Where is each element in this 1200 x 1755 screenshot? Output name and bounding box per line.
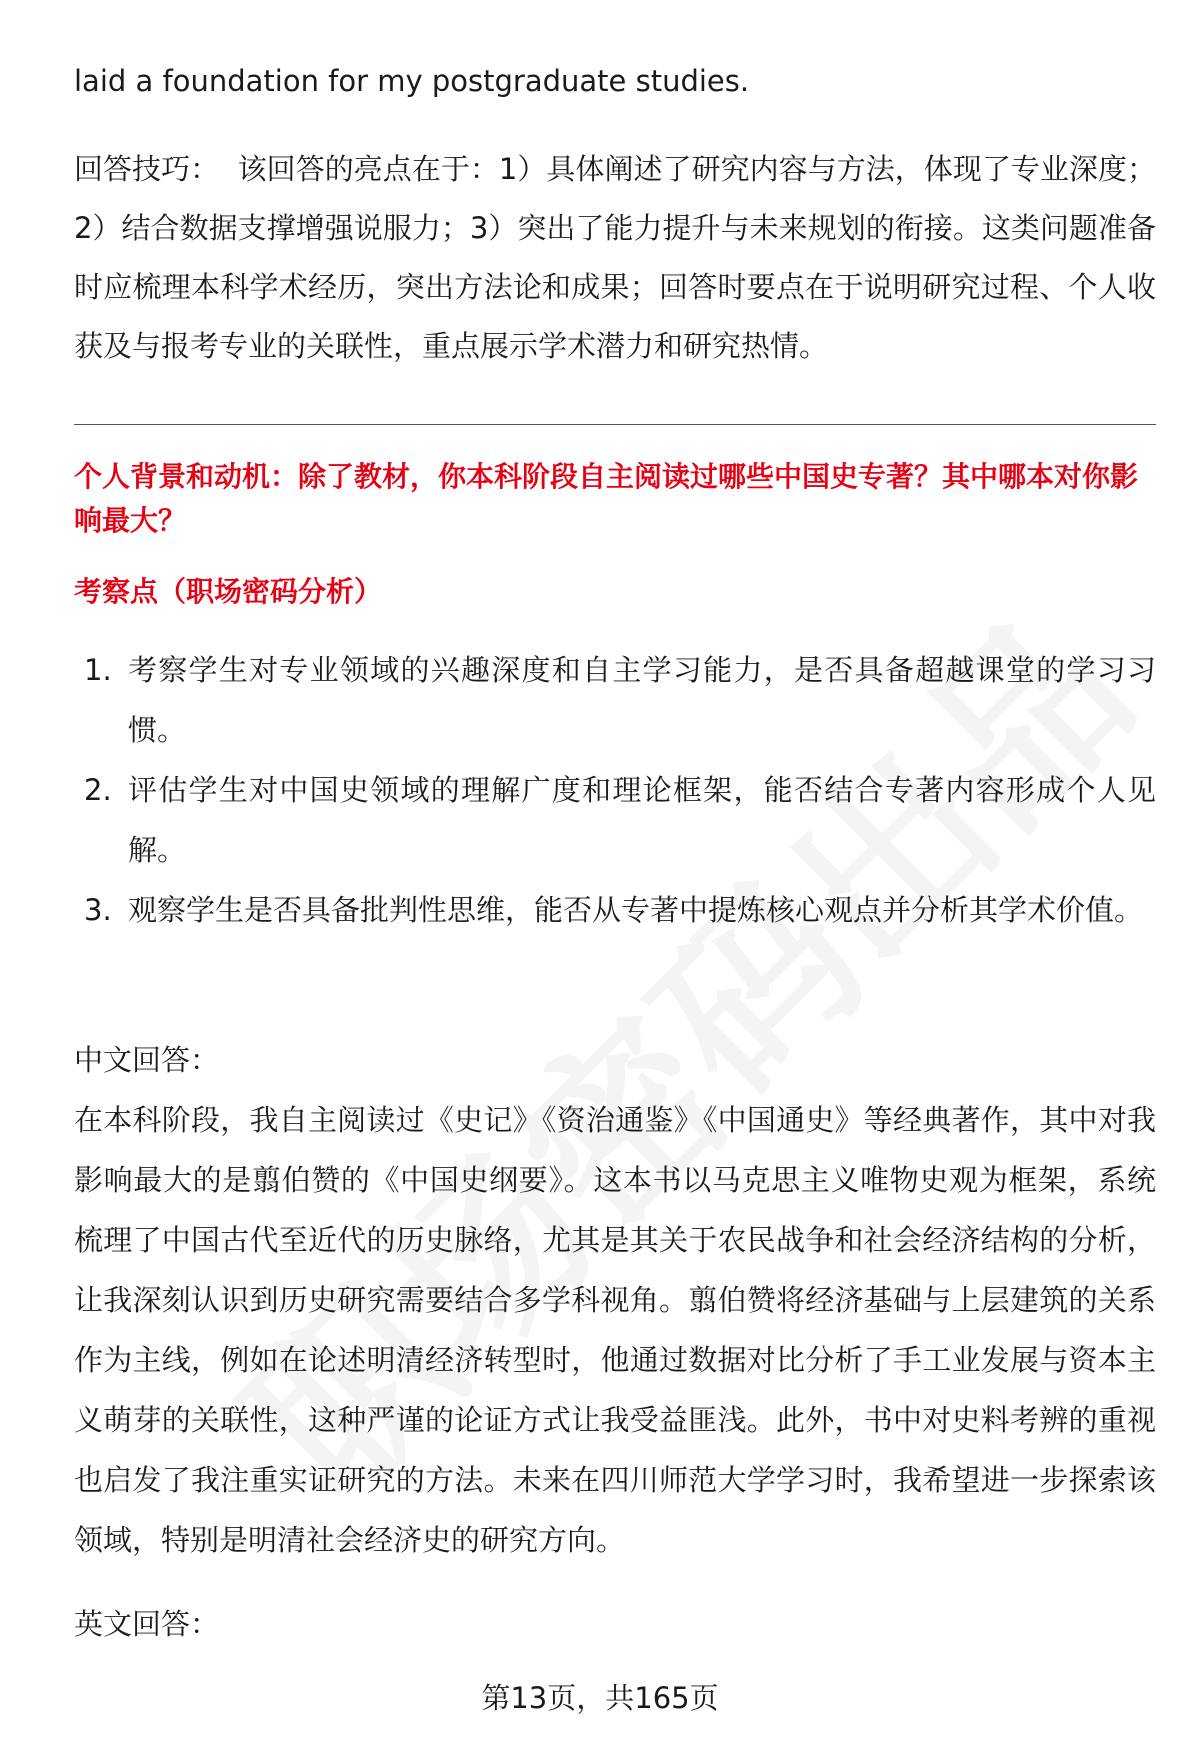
- assessment-heading: 考察点（职场密码分析）: [74, 575, 383, 608]
- list-item-number: 2.: [84, 773, 112, 807]
- page-footer: 第13页，共165页: [481, 1681, 719, 1715]
- list-item-number: 1.: [84, 653, 112, 687]
- chinese-answer-label: 中文回答：: [74, 1043, 220, 1077]
- list-item-text: 观察学生是否具备批判性思维，能否从专著中提炼核心观点并分析其学术价值。: [128, 893, 1144, 927]
- list-item-number: 3.: [84, 893, 112, 927]
- english-answer-label: 英文回答：: [74, 1607, 220, 1641]
- answer-tips-paragraph: [74, 140, 1156, 376]
- list-item: [74, 760, 1156, 880]
- section-divider: [74, 424, 1156, 425]
- list-item-text: 考察学生对专业领域的兴趣深度和自主学习能力，是否具备超越课堂的学习习惯。: [128, 653, 1156, 747]
- list-item-text: 评估学生对中国史领域的理解广度和理论框架，能否结合专著内容形成个人见解。: [128, 773, 1156, 867]
- chinese-answer-text: 在本科阶段，我自主阅读过《史记》《资治通鉴》《中国通史》等经典著作，其中对我影响最大的是翦伯赞的《中国史纲要》。这本书以马克思主义唯物史观为框架，系统梳理了中国古代至近代的历史脉络，尤其是其关于农民战争和社会经济结构的分析，让我深刻认识到历史研究需要结合多学科视角。翦伯赞将经济基础与上层建筑的关系作为主线，例如在论述明清经济转型时，他通过数据对比分析了手工业发展与资本主义萌芽的关联性，这种严谨的论证方式让我受益匪浅。此外，书中对史料考辨的重视也启发了我注重实证研究的方法。未来在四川师范大学学习时，我希望进一步探索该领域，特别是明清社会经济史的研究方向。: [74, 1103, 1156, 1557]
- tips-text: 该回答的亮点在于：1）具体阐述了研究内容与方法，体现了专业深度；2）结合数据支撑增强说服力；3）突出了能力提升与未来规划的衔接。这类问题准备时应梳理本科学术经历，突出方法论和成果；回答时要点在于说明研究过程、个人收获及与报考专业的关联性，重点展示学术潜力和研究热情。: [74, 152, 1157, 363]
- list-item: [74, 640, 1156, 760]
- question-heading: 个人背景和动机：除了教材，你本科阶段自主阅读过哪些中国史专著？其中哪本对你影响最大？: [74, 460, 1139, 537]
- list-item: [74, 880, 1156, 940]
- assessment-points-list: [74, 640, 1156, 940]
- tips-label: 回答技巧：: [74, 152, 220, 186]
- carry-over-paragraph: laid a foundation for my postgraduate studies.: [74, 64, 750, 98]
